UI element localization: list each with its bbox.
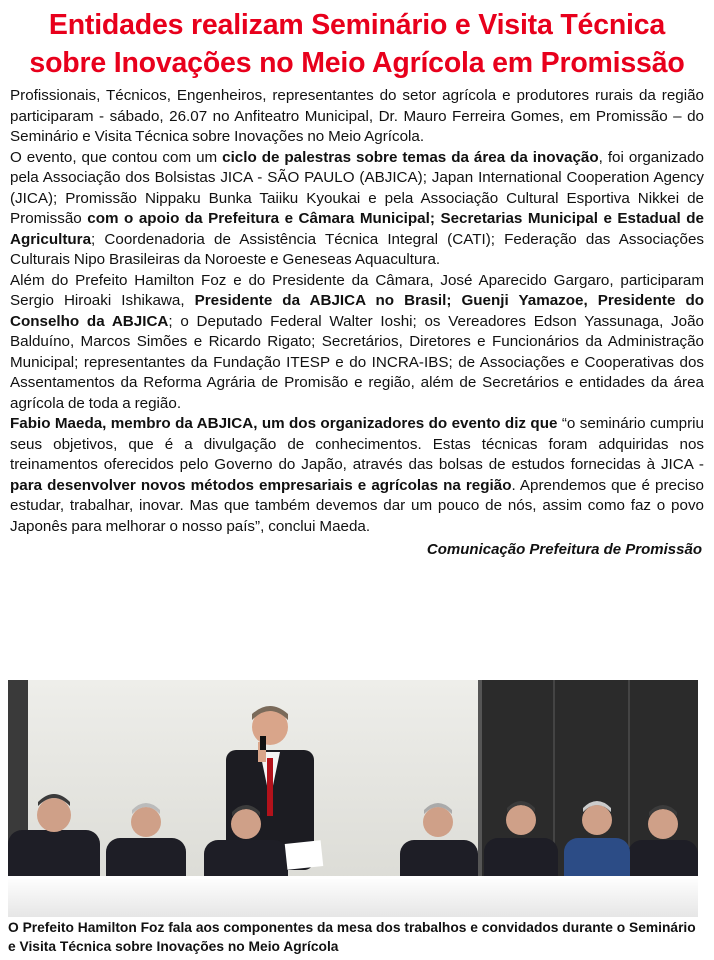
p4-text-b: “o seminário cumpriu seus objetivos, que é a divulgação de conhecimentos. Estas técnicas foram adquiridas nos treinamentos oferecidos pelo Governo do Japão, através das bolsas de estudos fornecidas à JICA - xyxy=(10,415,705,473)
article-title: Entidades realizam Seminário e Visita Técnica sobre Inovações no Meio Agrícola em Promissão xyxy=(29,9,685,79)
paragraph-1: Profissionais, Técnicos, Engenheiros, representantes do setor agrícola e produtores rurais da região participaram - sábado, 26.07 no Anfiteatro Municipal, Dr. Mauro Ferreira Gomes, em Promissão – do Seminário e Visita Técnica sobre Inovações no Meio Agrícola. xyxy=(10,87,704,145)
p3-text-c: ; o Deputado Federal Walter Ioshi; os Vereadores Edson Yassunaga, João Balduíno, Marcos Simões e Ricardo Rigato; Secretários, Diretores e Funcionários da Administração Municipal; representantes da Fundação ITESP e do INCRA-IBS; de Associações e Cooperativas dos Assentamentos da Reforma Agrária de Promisão e região, além de Secretários e entidades da área agrícola de toda a região. xyxy=(10,312,704,412)
p3-bold-b: Presidente da ABJICA no Brasil; Guenji Yamazoe, Presidente do Conselho da ABJICA xyxy=(10,292,704,330)
paragraph-4 xyxy=(10,414,704,537)
event-photo xyxy=(8,680,698,917)
p2-text-a: O evento, que contou com um xyxy=(10,148,223,166)
p3-text-a: Além do Prefeito Hamilton Foz e do Presidente da Câmara, José Aparecido Gargaro, participaram Sergio Hiroaki Ishikawa, xyxy=(10,271,704,309)
paragraph-2 xyxy=(10,148,704,271)
p2-text-e: ; Coordenadoria de Assistência Técnica Integral (CATI); Federação das Associações Culturais Nipo Brasileiras da Noroeste e Geneseas Aquacultura. xyxy=(10,230,704,268)
p2-bold-b: ciclo de palestras sobre temas da área da inovação xyxy=(222,148,599,166)
paragraph-3 xyxy=(10,271,704,415)
photo-credit: Comunicação Prefeitura de Promissão xyxy=(426,541,702,558)
article-body xyxy=(0,82,714,537)
p2-text-c: , foi organizado pela Associação dos Bolsistas JICA - SÃO PAULO (ABJICA); Japan International Cooperation Agency (JICA); Promissão Nippaku Bunka Taiiku Kyoukai e pela Associação Cultural Esportiva Nikkei de Promissão xyxy=(10,148,704,227)
p4-bold-c: para desenvolver novos métodos empresariais e agrícolas na região xyxy=(10,476,512,494)
p4-text-d: . Aprendemos que é preciso estudar, trabalhar, inovar. Mas que também devemos dar um pouco de nós, assim como faz o povo Japonês para melhorar o nosso país”, conclui Maeda. xyxy=(10,476,704,535)
p2-bold-d: com o apoio da Prefeitura e Câmara Municipal; Secretarias Municipal e Estadual de Agricultura xyxy=(10,210,704,248)
p4-bold-a: Fabio Maeda, membro da ABJICA, um dos organizadores do evento diz que xyxy=(10,415,558,432)
photo-caption: O Prefeito Hamilton Foz fala aos componentes da mesa dos trabalhos e convidados durante o Seminário e Visita Técnica sobre Inovações no Meio Agrícola xyxy=(8,920,696,954)
